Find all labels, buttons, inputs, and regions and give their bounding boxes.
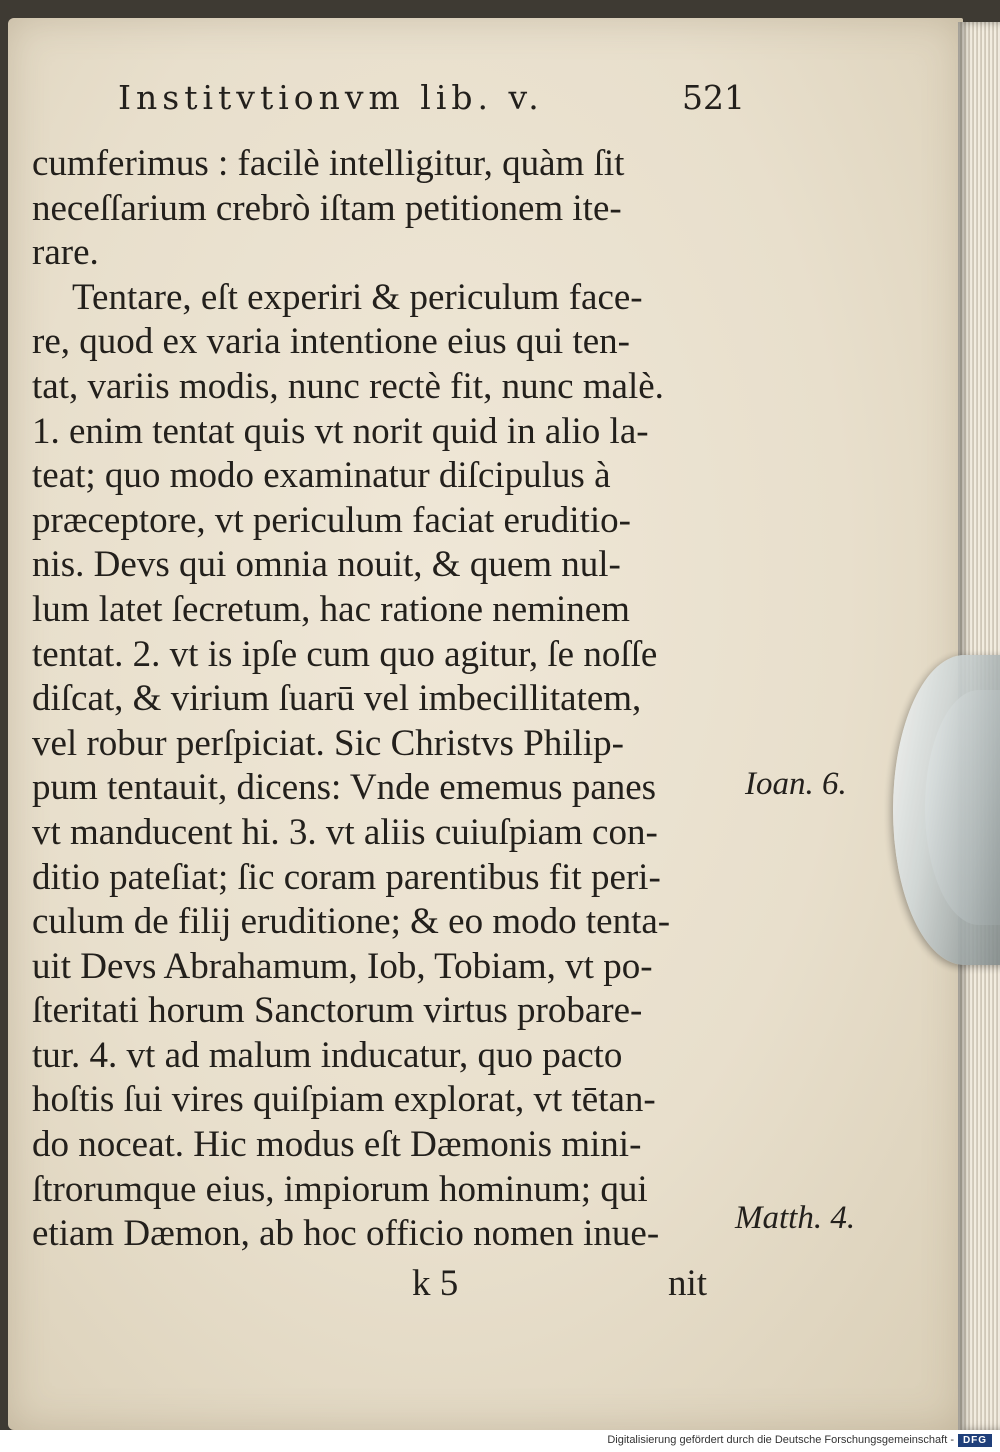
funding-credit: Digitalisierung gefördert durch die Deutsche Forschungsgemeinschaft - — [607, 1434, 954, 1446]
text-line: ſteritati horum Sanctorum virtus probare- — [32, 990, 643, 1032]
text-line: diſcat, & virium ſuarū vel imbecillitatem, — [32, 678, 642, 720]
text-line: vel robur perſpiciat. Sic Christvs Philip- — [32, 722, 624, 764]
text-line: 1. enim tentat quis vt norit quid in alio la- — [32, 410, 649, 452]
text-line: tentat. 2. vt is ipſe cum quo agitur, ſe noſſe — [32, 633, 658, 675]
dfg-logo: DFG — [958, 1434, 992, 1447]
text-line: teat; quo modo examinatur diſcipulus à — [32, 455, 611, 497]
text-line: tur. 4. vt ad malum inducatur, quo pacto — [32, 1034, 623, 1076]
text-line: culum de filij eruditione; & eo modo tenta- — [32, 901, 671, 943]
text-line: pum tentauit, dicens: Vnde ememus panes — [32, 767, 657, 809]
text-line: hoſtis ſui vires quiſpiam explorat, vt tētan- — [32, 1079, 656, 1121]
text-line: ditio pateſiat; ſic coram parentibus fit peri- — [32, 856, 661, 898]
text-line: neceſſarium crebrò iſtam petitionem ite- — [32, 187, 622, 229]
catchword: nit — [668, 1263, 708, 1304]
text-line: nis. Devs qui omnia nouit, & quem nul- — [32, 544, 621, 586]
page-number: 521 — [682, 78, 745, 117]
body-text — [32, 142, 742, 1257]
text-line: etiam Dæmon, ab hoc officio nomen inue- — [32, 1213, 660, 1255]
text-line: præceptore, vt periculum faciat eruditio- — [32, 499, 631, 541]
text-line: cumferimus : facilè intelligitur, quàm ſit — [32, 143, 625, 184]
text-line: tat, variis modis, nunc rectè fit, nunc malè. — [32, 365, 664, 407]
text-line: rare. — [32, 232, 99, 274]
text-line: Tentare, eſt experiri & periculum face- — [72, 276, 643, 318]
text-line: do noceat. Hic modus eſt Dæmonis mini- — [32, 1124, 642, 1166]
text-line: vt manducent hi. 3. vt aliis cuiuſpiam con- — [32, 811, 658, 853]
signature-mark: k 5 — [412, 1263, 459, 1304]
margin-note-ioan: Ioan. 6. — [745, 766, 847, 802]
text-line: re, quod ex varia intentione eius qui ten- — [32, 321, 630, 363]
running-head: Institvtionvm lib. v. — [118, 78, 544, 117]
margin-note-matth: Matth. 4. — [735, 1200, 856, 1236]
text-line: uit Devs Abrahamum, Iob, Tobiam, vt po- — [32, 945, 653, 987]
text-line: lum latet ſecretum, hac ratione neminem — [32, 588, 630, 630]
text-line: ſtrorumque eius, impiorum hominum; qui — [32, 1168, 648, 1210]
